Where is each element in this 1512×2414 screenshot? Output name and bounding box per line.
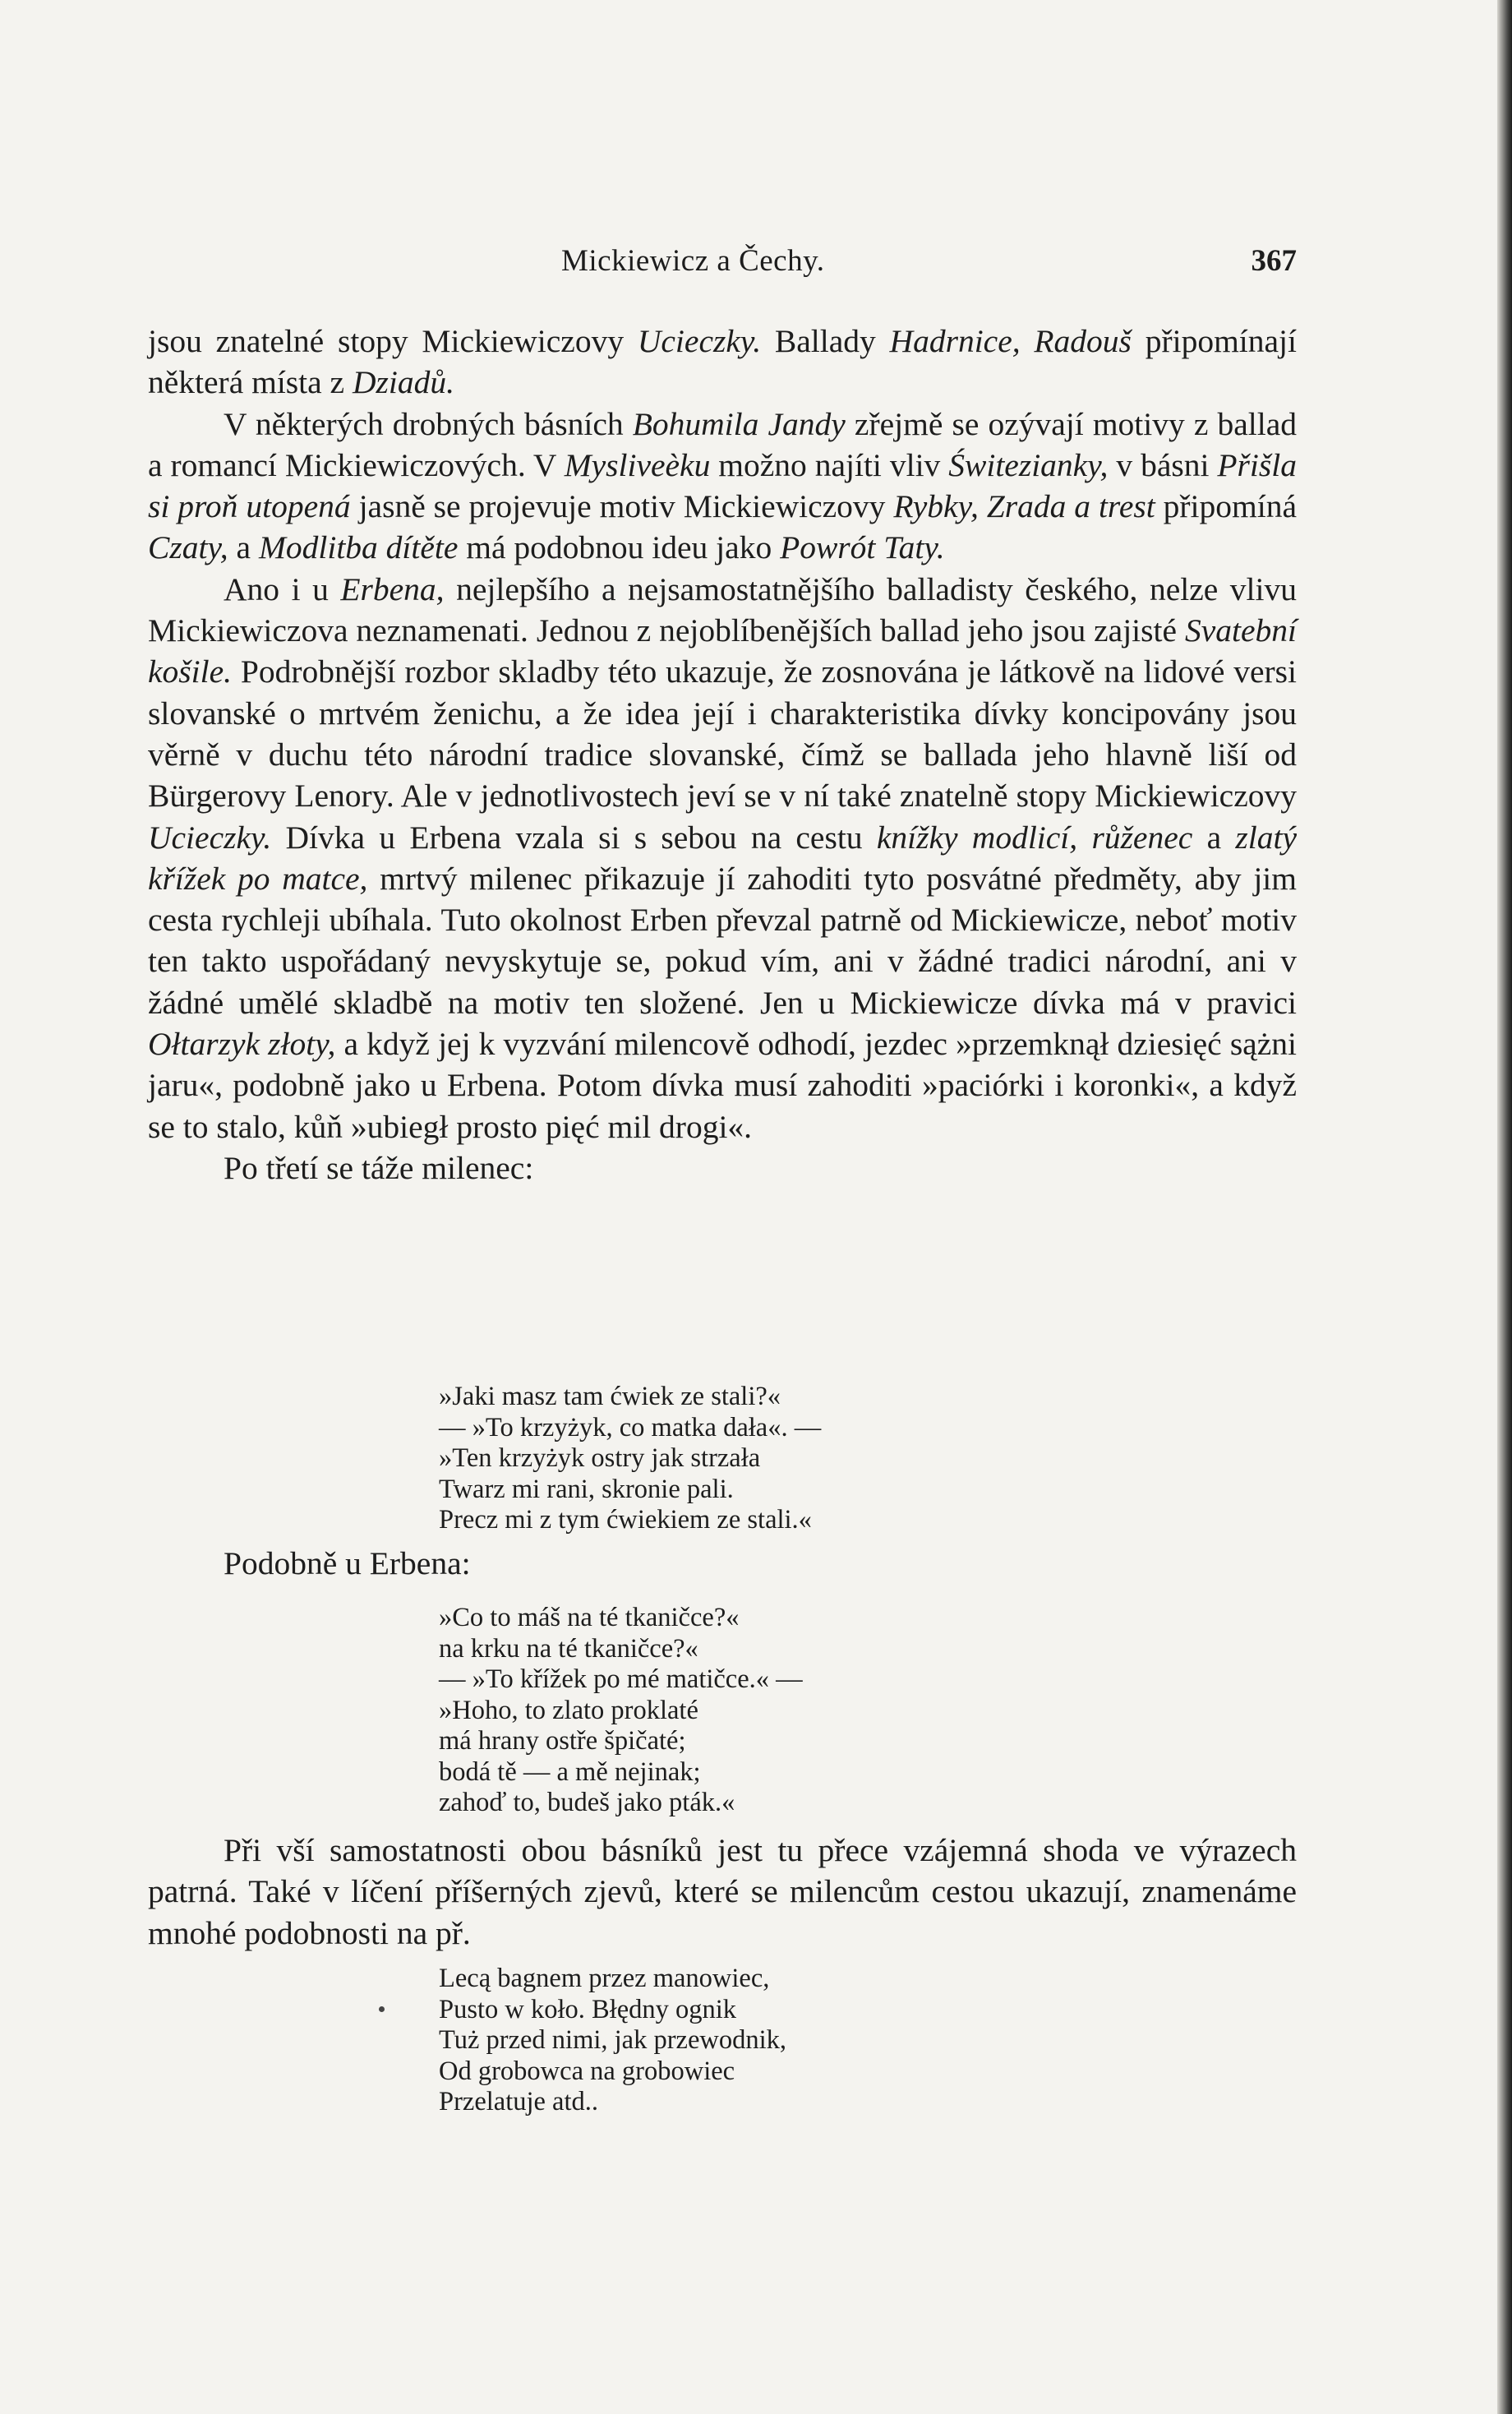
verse-mickiewicz — [439, 1382, 821, 1536]
paragraph-2: V některých drobných básních Bohumila Jandy zřejmě se ozývají motivy z ballad a romancí Mickiewiczových. V Mysliveèku možno najíti vliv Świtezianky, v básni Přišla si proň utopená jasně se projevuje motiv Mickiewiczovy Rybky, Zrada a trest připomíná Czaty, a Modlitba dítěte má podobnou ideu jako Powrót Taty. — [148, 405, 1298, 566]
verse-line: Twarz mi rani, skronie pali. — [439, 1474, 734, 1504]
verse-line: Pusto w koło. Błędny ognik — [439, 1994, 737, 2024]
paragraph-1: jsou znatelné stopy Mickiewiczovy Ucieczky. Ballady Hadrnice, Radouš připomínají některá místa z Dziadů. — [148, 323, 1298, 401]
verse-line: Precz mi z tym ćwiekiem ze stali.« — [439, 1505, 812, 1535]
verse-line: »Jaki masz tam ćwiek ze stali?« — [439, 1382, 781, 1411]
verse-line: »Hoho, to zlato proklaté — [439, 1695, 698, 1725]
stray-ink-dot — [379, 2006, 385, 2012]
text-top — [148, 321, 1297, 1189]
verse-line: — »To krzyżyk, co matka dała«. — — [439, 1412, 822, 1442]
page-number: 367 — [1251, 244, 1297, 278]
verse-line: má hrany ostře špičaté; — [439, 1726, 686, 1756]
verse-line: Od grobowca na grobowiec — [439, 2056, 735, 2086]
verse-line: »Ten krzyżyk ostry jak strzała — [439, 1443, 761, 1473]
running-title: Mickiewicz a Čechy. — [561, 244, 825, 278]
page-edge-shadow — [1497, 0, 1512, 2414]
verse-line: na krku na té tkaničce?« — [439, 1633, 698, 1664]
between-text — [148, 1543, 1297, 1584]
verse-line: — »To křížek po mé matičce.« — — [439, 1664, 803, 1694]
paragraph-3: Ano i u Erbena, nejlepšího a nejsamostatnějšího balladisty českého, nelze vlivu Mickiewiczova neznamenati. Jednou z nejoblíbenějších ballad jeho jsou zajisté Svatební košile. Podrobnější rozbor skladby této ukazuje, že zosnována je látkově na lidové versi slovanské o mrtvém ženichu, a že idea její i charakteristika dívky koncipovány jsou věrně v duchu této národní tradice slovanské, čímž se ballada jeho hlavně liší od Bürgerovy Lenory. Ale v jednotlivostech jeví se v ní také znatelně stopy Mickiewiczovy Ucieczky. Dívka u Erbena vzala si s sebou na cestu knížky modlicí, růženec a zlatý křížek po matce, mrtvý milenec přikazuje jí zahoditi tyto posvátné předměty, aby jim cesta rychleji ubíhala. Tuto okolnost Erben převzal patrně od Mickiewicze, neboť motiv ten takto uspořádaný nevyskytuje se, pokud vím, ani v žádné tradici národní, ani v žádné umělé skladbě na motiv ten složené. Jen u Mickiewicze dívka má v pravici Ołtarzyk złoty, a když jej k vyzvání milencově odhodí, jezdec »przemknął dziesięć sążni jaru«, podobně jako u Erbena. Potom dívka musí zahoditi »paciórki i koronki«, a když se to stalo, kůň »ubiegł prosto pięć mil drogi«. Po třetí se táže milenec: — [148, 570, 1297, 1186]
verse-mickiewicz-2 — [439, 1964, 786, 2118]
paragraph-between: Podobně u Erbena: — [224, 1545, 471, 1581]
verse-line: zahoď to, budeš jako pták.« — [439, 1788, 735, 1817]
verse-line: bodá tě — a mě nejinak; — [439, 1756, 701, 1787]
text-bottom — [148, 1830, 1297, 1954]
paragraph-4: Při vší samostatnosti obou básníků jest tu přece vzájemná shoda ve výrazech patrná. Také v líčení příšerných zjevů, které se milencům cestou ukazují, znamenáme mnohé podobnosti na př. — [148, 1832, 1297, 1951]
verse-line: Tuż przed nimi, jak przewodnik, — [439, 2025, 787, 2055]
verse-erben — [439, 1603, 803, 1819]
verse-line: Lecą bagnem przez manowiec, — [439, 1964, 770, 1993]
verse-line: »Co to máš na té tkaničce?« — [439, 1603, 740, 1632]
verse-line: Przelatuje atd.. — [439, 2087, 599, 2116]
